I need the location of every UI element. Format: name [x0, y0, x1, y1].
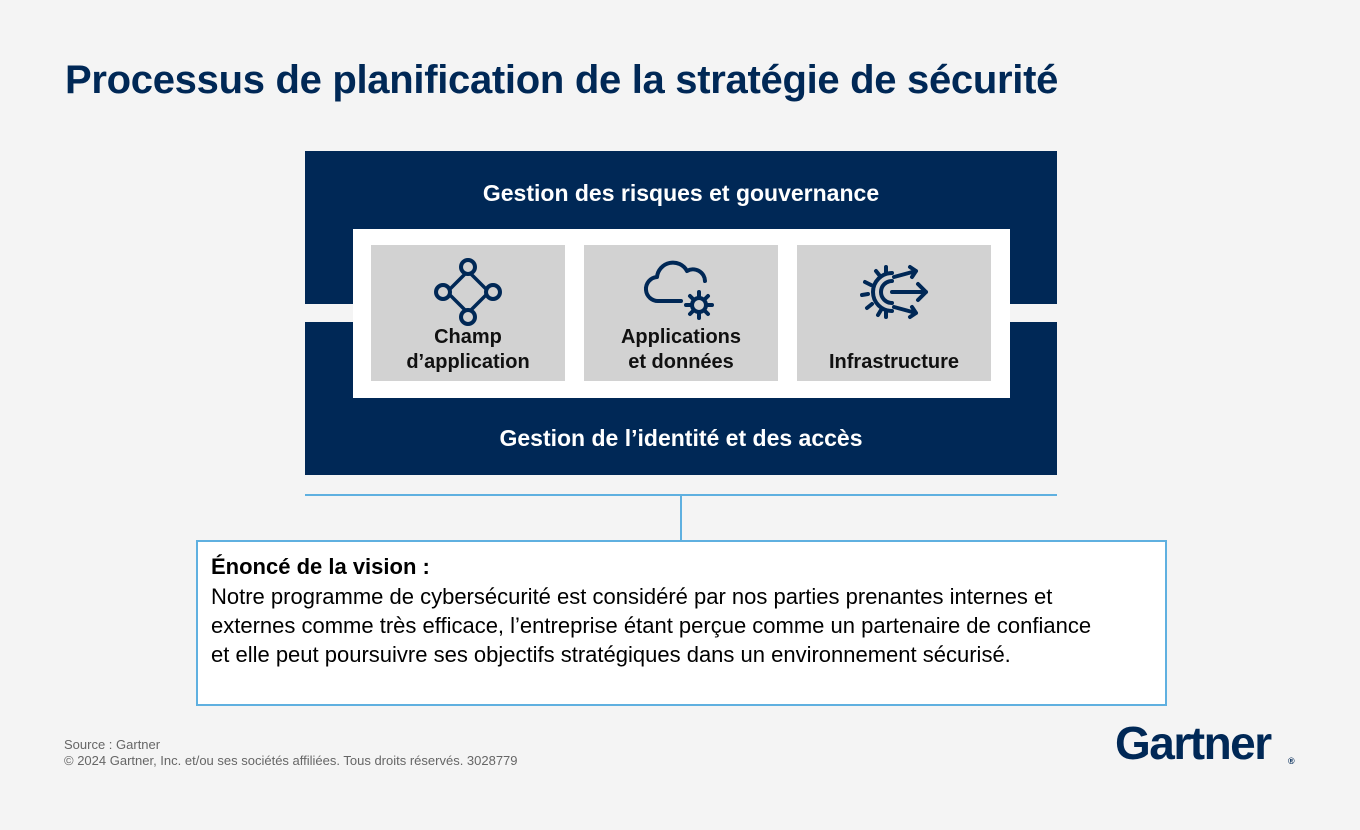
copyright-line: © 2024 Gartner, Inc. et/ou ses sociétés affiliées. Tous droits réservés. 3028779: [64, 753, 518, 768]
domains-container: [353, 229, 1010, 398]
card-applications-data: [584, 245, 778, 381]
card-scope-label: Champ d’application: [406, 326, 530, 373]
identity-access-label: Gestion de l’identité et des accès: [499, 425, 863, 451]
network-nodes-icon: [433, 257, 503, 327]
vision-heading: Énoncé de la vision :: [211, 554, 430, 579]
cloud-gear-icon: [641, 257, 721, 327]
gartner-logo: Gartner: [1115, 717, 1271, 769]
registered-mark: ®: [1288, 756, 1295, 766]
gear-arrows-icon: [854, 257, 934, 327]
vision-statement-box: [196, 540, 1167, 706]
card-applications-data-label: Applications et données: [620, 326, 741, 373]
page-title: Processus de planification de la stratégie de sécurité: [65, 58, 1059, 102]
source-line: Source : Gartner: [64, 737, 161, 752]
connector-vertical: [680, 494, 682, 541]
card-scope: [371, 245, 565, 381]
risk-governance-label: Gestion des risques et gouvernance: [482, 180, 880, 206]
vision-body: Notre programme de cybersécurité est considéré par nos parties prenantes internes et externes comme très efficace, l’entreprise étant perçue comme un partenaire de confiance et elle peut poursuivre ses objectifs stratégiques dans un environnement sécurisé.: [211, 584, 1092, 667]
footer-source: [64, 737, 518, 769]
card-infrastructure: [797, 245, 991, 381]
card-infrastructure-label: Infrastructure: [828, 351, 960, 373]
